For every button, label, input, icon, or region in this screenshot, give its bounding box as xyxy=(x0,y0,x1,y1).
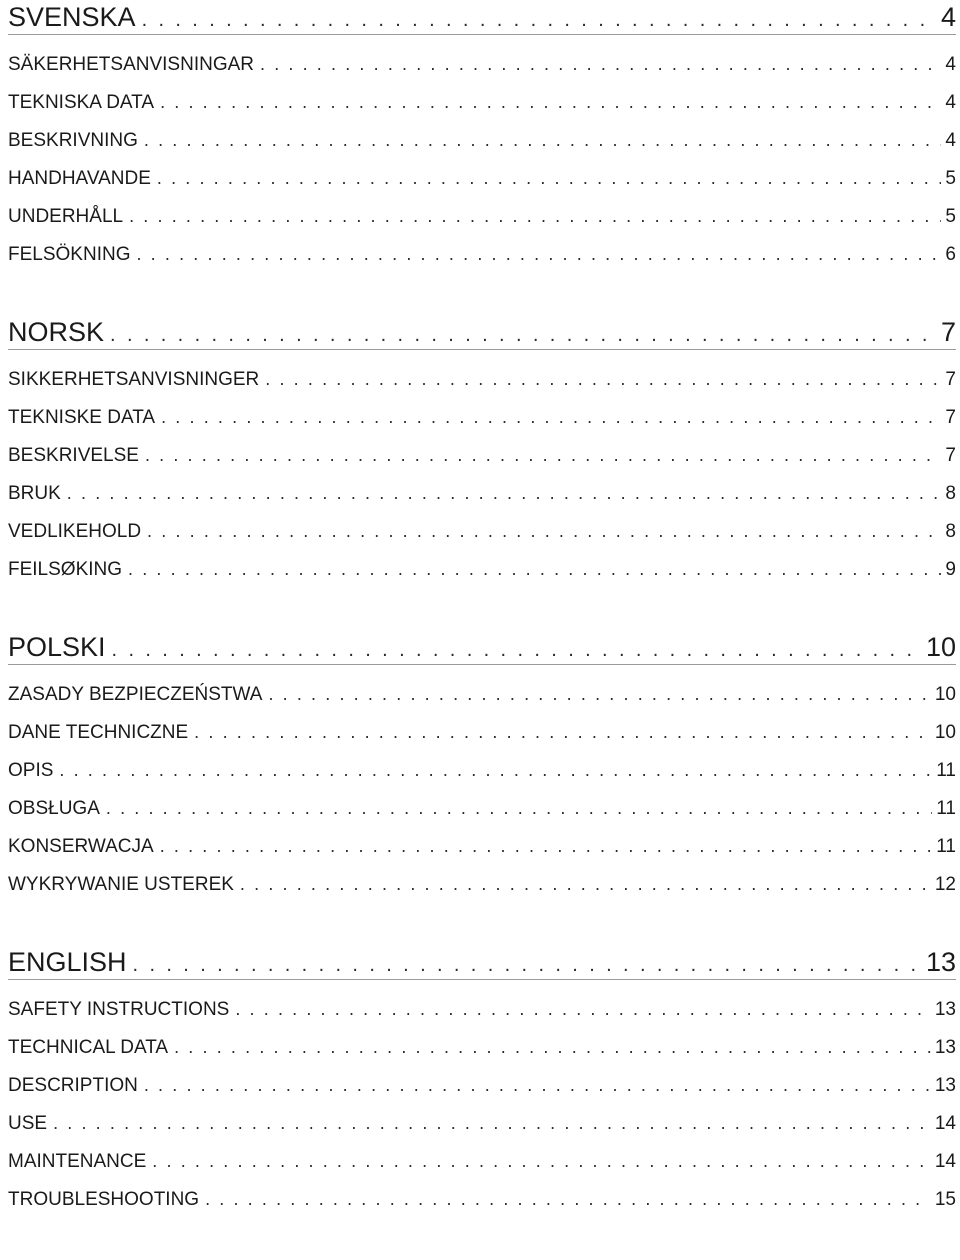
toc-entry[interactable] xyxy=(8,713,956,751)
toc-entry[interactable] xyxy=(8,121,956,159)
toc-entry[interactable] xyxy=(8,45,956,83)
entry-label: ZASADY BEZPIECZEŃSTWA xyxy=(8,684,263,705)
page-number: 9 xyxy=(945,559,956,580)
toc-entry[interactable] xyxy=(8,436,956,474)
dot-leader xyxy=(268,675,930,713)
toc-entry[interactable] xyxy=(8,1142,956,1180)
toc-entry[interactable] xyxy=(8,512,956,550)
entry-label: KONSERWACJA xyxy=(8,836,154,857)
entry-label: SIKKERHETSANVISNINGER xyxy=(8,369,260,390)
toc-entry[interactable] xyxy=(8,990,956,1028)
page-number: 5 xyxy=(945,206,956,227)
dot-leader xyxy=(144,1066,931,1104)
dot-leader xyxy=(260,45,941,83)
page-number: 7 xyxy=(945,407,956,428)
page-number: 13 xyxy=(925,947,956,977)
entry-label: TEKNISKA DATA xyxy=(8,92,155,113)
page-number: 7 xyxy=(945,445,956,466)
toc-section-english xyxy=(8,945,956,1218)
toc-entry[interactable] xyxy=(8,827,956,865)
dot-leader xyxy=(67,474,942,512)
toc-entry[interactable] xyxy=(8,789,956,827)
toc-entry[interactable] xyxy=(8,751,956,789)
page-number: 12 xyxy=(934,874,956,895)
page-number: 10 xyxy=(934,684,956,705)
dot-leader xyxy=(133,948,922,982)
table-of-contents xyxy=(8,0,956,1260)
dot-leader xyxy=(129,197,941,235)
section-title: SVENSKA xyxy=(8,2,136,32)
toc-section-svenska xyxy=(8,0,956,273)
dot-leader xyxy=(112,633,922,667)
page-number: 10 xyxy=(934,722,956,743)
page-number: 13 xyxy=(934,1075,956,1096)
toc-entry[interactable] xyxy=(8,235,956,273)
page-number: 4 xyxy=(940,2,956,32)
dot-leader xyxy=(110,318,937,352)
page-number: 4 xyxy=(945,92,956,113)
dot-leader xyxy=(59,751,932,789)
entry-label: OBSŁUGA xyxy=(8,798,100,819)
page-number: 7 xyxy=(940,317,956,347)
toc-entry[interactable] xyxy=(8,1028,956,1066)
dot-leader xyxy=(128,550,941,588)
page-number: 14 xyxy=(934,1113,956,1134)
page-number: 13 xyxy=(934,1037,956,1058)
toc-section-heading[interactable] xyxy=(8,0,956,35)
toc-entry[interactable] xyxy=(8,197,956,235)
page-number: 13 xyxy=(934,999,956,1020)
toc-entry[interactable] xyxy=(8,1180,956,1218)
page-number: 15 xyxy=(934,1189,956,1210)
dot-leader xyxy=(161,398,941,436)
dot-leader xyxy=(160,83,941,121)
toc-section-polski xyxy=(8,630,956,903)
entry-label: BESKRIVNING xyxy=(8,130,138,151)
entry-label: SAFETY INSTRUCTIONS xyxy=(8,999,230,1020)
dot-leader xyxy=(194,713,931,751)
dot-leader xyxy=(240,865,931,903)
dot-leader xyxy=(147,512,941,550)
toc-entry[interactable] xyxy=(8,550,956,588)
dot-leader xyxy=(152,1142,931,1180)
toc-section-heading[interactable] xyxy=(8,630,956,665)
dot-leader xyxy=(53,1104,931,1142)
dot-leader xyxy=(265,360,941,398)
section-title: ENGLISH xyxy=(8,947,127,977)
toc-entry[interactable] xyxy=(8,360,956,398)
entry-label: OPIS xyxy=(8,760,54,781)
entry-label: BESKRIVELSE xyxy=(8,445,139,466)
toc-entry[interactable] xyxy=(8,398,956,436)
entry-label: WYKRYWANIE USTEREK xyxy=(8,874,234,895)
entry-label: VEDLIKEHOLD xyxy=(8,521,142,542)
page-number: 8 xyxy=(945,483,956,504)
dot-leader xyxy=(136,235,941,273)
toc-entry[interactable] xyxy=(8,865,956,903)
dot-leader xyxy=(235,990,931,1028)
toc-section-norsk xyxy=(8,315,956,588)
entry-label: MAINTENANCE xyxy=(8,1151,147,1172)
page-number: 4 xyxy=(945,130,956,151)
dot-leader xyxy=(145,436,941,474)
page-number: 7 xyxy=(945,369,956,390)
entry-label: FELSÖKNING xyxy=(8,244,131,265)
entry-label: TROUBLESHOOTING xyxy=(8,1189,200,1210)
entry-label: TECHNICAL DATA xyxy=(8,1037,169,1058)
toc-entry[interactable] xyxy=(8,675,956,713)
section-title: NORSK xyxy=(8,317,105,347)
dot-leader xyxy=(160,827,933,865)
dot-leader xyxy=(142,3,937,37)
toc-section-heading[interactable] xyxy=(8,945,956,980)
page-number: 11 xyxy=(936,836,956,857)
entry-label: TEKNISKE DATA xyxy=(8,407,156,428)
page-number: 10 xyxy=(925,632,956,662)
entry-label: DESCRIPTION xyxy=(8,1075,138,1096)
entry-label: FEILSØKING xyxy=(8,559,123,580)
entry-label: UNDERHÅLL xyxy=(8,206,124,227)
page-number: 11 xyxy=(936,798,956,819)
page-number: 14 xyxy=(934,1151,956,1172)
entry-label: USE xyxy=(8,1113,48,1134)
entry-label: HANDHAVANDE xyxy=(8,168,151,189)
dot-leader xyxy=(106,789,932,827)
page-number: 11 xyxy=(936,760,956,781)
dot-leader xyxy=(157,159,942,197)
toc-entry[interactable] xyxy=(8,83,956,121)
section-title: POLSKI xyxy=(8,632,106,662)
toc-entry[interactable] xyxy=(8,474,956,512)
page-number: 5 xyxy=(945,168,956,189)
toc-entry[interactable] xyxy=(8,1066,956,1104)
toc-entry[interactable] xyxy=(8,159,956,197)
page-number: 4 xyxy=(945,54,956,75)
page-number: 8 xyxy=(945,521,956,542)
entry-label: DANE TECHNICZNE xyxy=(8,722,189,743)
toc-entry[interactable] xyxy=(8,1104,956,1142)
entry-label: SÄKERHETSANVISNINGAR xyxy=(8,54,254,75)
dot-leader xyxy=(144,121,942,159)
page-number: 6 xyxy=(945,244,956,265)
dot-leader xyxy=(174,1028,931,1066)
dot-leader xyxy=(205,1180,931,1218)
toc-section-heading[interactable] xyxy=(8,315,956,350)
entry-label: BRUK xyxy=(8,483,61,504)
